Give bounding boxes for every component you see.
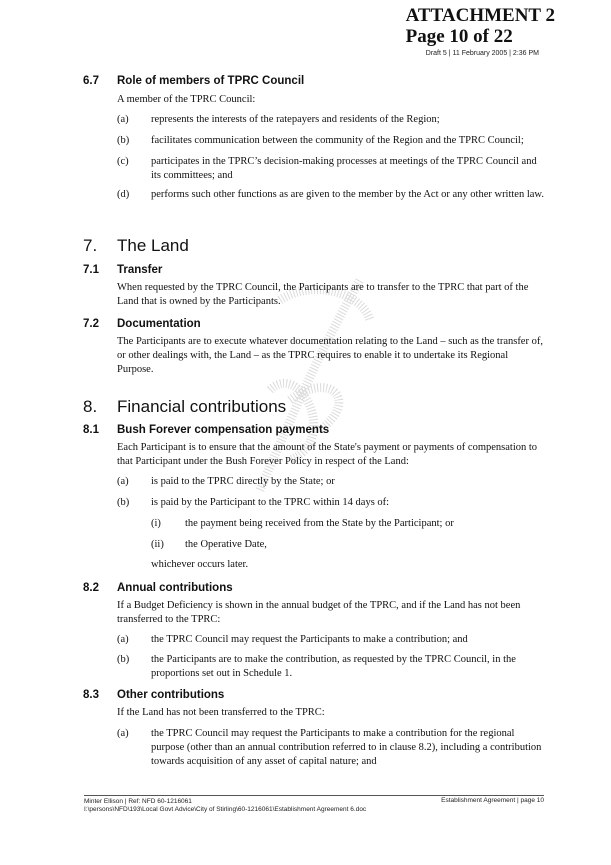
list-item-text: the TPRC Council may request the Participants to make a contribution; and bbox=[151, 634, 468, 645]
sublist-item-label: (i) bbox=[151, 518, 161, 529]
section-8-3-title: Other contributions bbox=[117, 689, 225, 701]
list-item-text: represents the interests of the ratepayers and residents of the Region; bbox=[151, 114, 440, 125]
section-7-2-text: The Participants are to execute whatever documentation relating to the Land – such as the transfer of, or other dealings with, the Land – as the TPRC requires to enable it to undertake its Regional Purpose. bbox=[117, 336, 543, 375]
list-item-text: is paid by the Participant to the TPRC within 14 days of: bbox=[151, 497, 390, 508]
section-8-number: 8. bbox=[83, 397, 98, 416]
section-8-3-number: 8.3 bbox=[83, 689, 99, 701]
sublist-item-label: (ii) bbox=[151, 539, 164, 550]
section-8-2-title: Annual contributions bbox=[117, 582, 233, 594]
list-item-label: (b) bbox=[117, 497, 130, 508]
section-6-7-title: Role of members of TPRC Council bbox=[117, 75, 305, 87]
attachment-label: ATTACHMENT 2 bbox=[405, 5, 555, 26]
list-item-text: the Participants are to make the contribution, as requested by the TPRC Council, in the proportions set out in Schedule 1. bbox=[151, 654, 516, 679]
list-item-label: (a) bbox=[117, 114, 129, 125]
section-6-7-number: 6.7 bbox=[83, 75, 99, 87]
section-8-title: Financial contributions bbox=[117, 397, 287, 416]
list-item-text: facilitates communication between the community of the Region and the TPRC Council; bbox=[151, 135, 524, 146]
sublist-item-text: the Operative Date, bbox=[185, 539, 267, 550]
section-7-1-number: 7.1 bbox=[83, 264, 99, 276]
list-item-label: (b) bbox=[117, 654, 130, 665]
list-item-label: (b) bbox=[117, 135, 130, 146]
draft-line: Draft 5 | 11 February 2005 | 2:36 PM bbox=[425, 50, 539, 57]
list-item-text: is paid to the TPRC directly by the State; or bbox=[151, 476, 335, 487]
section-8-2-text: If a Budget Deficiency is shown in the annual budget of the TPRC, and if the Land has not been transferred to the TPRC: bbox=[117, 600, 521, 625]
list-item-text: the TPRC Council may request the Participants to make a contribution for the regional purpose (other than an annual contribution referred to in clause 8.2), including a contribution towards acquisition of any asset of capital nature; and bbox=[151, 728, 542, 767]
section-8-2-number: 8.2 bbox=[83, 582, 99, 594]
sublist-item-text: the payment being received from the State by the Participant; or bbox=[185, 518, 454, 529]
section-8-1-text: Each Participant is to ensure that the amount of the State's payment or payments of compensation to that Participant under the Bush Forever Policy in respect of the Land: bbox=[117, 442, 538, 467]
attachment-header bbox=[406, 5, 555, 47]
footer-divider bbox=[84, 795, 544, 796]
section-8-1-title: Bush Forever compensation payments bbox=[117, 424, 330, 436]
section-7-2-title: Documentation bbox=[117, 318, 201, 330]
list-item-label: (c) bbox=[117, 156, 129, 167]
list-item-label: (a) bbox=[117, 728, 129, 739]
list-item-text: performs such other functions as are given to the member by the Act or any other written law. bbox=[151, 189, 544, 200]
section-7-1-text: When requested by the TPRC Council, the Participants are to transfer to the TPRC that part of the Land that is owned by the Participants. bbox=[117, 282, 529, 307]
list-item-text: participates in the TPRC’s decision-making processes at meetings of the TPRC Council and its committees; and bbox=[151, 156, 537, 181]
list-item-label: (a) bbox=[117, 476, 129, 487]
section-7-2-number: 7.2 bbox=[83, 318, 99, 330]
page-of-label: Page 10 of 22 bbox=[405, 26, 513, 47]
section-7-title: The Land bbox=[117, 236, 189, 255]
section-8-3-text: If the Land has not been transferred to the TPRC: bbox=[117, 707, 325, 718]
list-item-label: (a) bbox=[117, 634, 129, 645]
list-item-label: (d) bbox=[117, 189, 130, 200]
footer-right: Establishment Agreement | page 10 bbox=[441, 797, 544, 804]
section-8-1-number: 8.1 bbox=[83, 424, 99, 436]
section-7-1-title: Transfer bbox=[117, 264, 163, 276]
section-8-1-closing: whichever occurs later. bbox=[151, 559, 249, 570]
section-6-7-intro: A member of the TPRC Council: bbox=[117, 94, 256, 105]
footer-file-path: I:\persons\NFD\193\Local Govt Advice\City of Stirling\60-1216061\Establishment Agreement 6.doc bbox=[84, 806, 367, 813]
footer-left bbox=[84, 798, 366, 814]
section-7-number: 7. bbox=[83, 236, 98, 255]
footer-ref: Minter Ellison | Ref: NFD 60-1216061 bbox=[84, 798, 192, 805]
